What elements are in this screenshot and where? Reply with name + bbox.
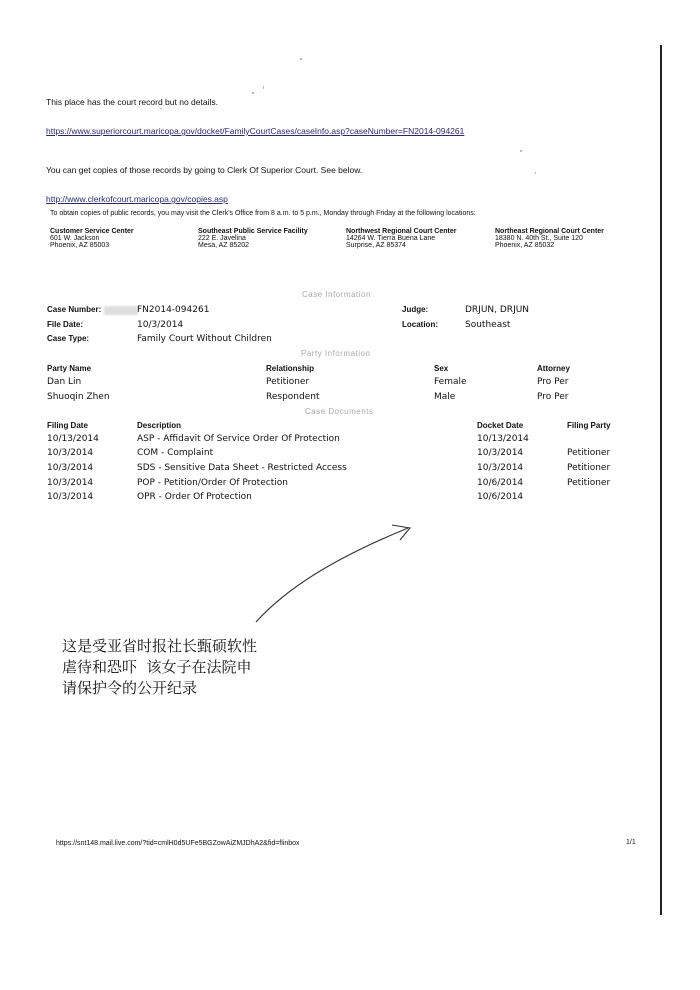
party-sex: Male (434, 392, 456, 402)
hours-text: To obtain copies of public records, you may visit the Clerk's Office from 8 a.m. to 5 p.m., Monday through Friday at the following locations: (50, 210, 476, 217)
doc-description: POP - Petition/Order Of Protection (137, 478, 288, 488)
case-info-heading: Case Information (302, 290, 371, 299)
location-name: Northeast Regional Court Center (495, 228, 604, 235)
party-attorney: Pro Per (537, 392, 569, 402)
page-number: 1/1 (626, 839, 636, 846)
location-label: Location: (402, 320, 438, 329)
record-link[interactable]: https://www.superiorcourt.maricopa.gov/docket/FamilyCourtCases/caseInfo.asp?caseNumber=FN2014-094261 (46, 126, 465, 136)
case-number-label: Case Number: (47, 305, 102, 314)
doc-description: COM - Complaint (137, 448, 214, 458)
judge-value: DRJUN, DRJUN (465, 305, 530, 315)
doc-docket-date: 10/6/2014 (477, 478, 524, 488)
doc-filing-party: Petitioner (567, 448, 611, 458)
judge-label: Judge: (402, 305, 429, 314)
attorney-header: Attorney (537, 364, 570, 373)
location-name: Northwest Regional Court Center (346, 228, 457, 235)
party-name-header: Party Name (47, 364, 92, 373)
location-city: Mesa, AZ 85202 (198, 242, 249, 249)
filing-party-header: Filing Party (567, 421, 611, 430)
description-header: Description (137, 421, 182, 430)
doc-docket-date: 10/3/2014 (477, 463, 524, 473)
doc-filing-date: 10/3/2014 (47, 463, 94, 473)
doc-filing-party: Petitioner (567, 463, 611, 473)
doc-description: SDS - Sensitive Data Sheet - Restricted Access (137, 463, 347, 473)
location-city: Surprise, AZ 85374 (346, 242, 406, 249)
location-address: 18380 N. 40th St., Suite 120 (495, 235, 583, 242)
doc-filing-date: 10/3/2014 (47, 478, 94, 488)
doc-docket-date: 10/13/2014 (477, 434, 529, 444)
filing-date-header: Filing Date (47, 421, 88, 430)
doc-filing-party: Petitioner (567, 478, 611, 488)
doc-filing-date: 10/3/2014 (47, 492, 94, 502)
location-city: Phoenix, AZ 85032 (495, 242, 555, 249)
docket-date-header: Docket Date (477, 421, 524, 430)
file-date-label: File Date: (47, 320, 84, 329)
relationship-header: Relationship (266, 364, 315, 373)
annotation-note: 这是受亚省时报社长甄硕软性 虐待和恐吓 该女子在法院申 请保护令的公开纪录 (62, 637, 258, 697)
location-name: Southeast Public Service Facility (198, 228, 308, 235)
party-relationship: Respondent (266, 392, 320, 402)
file-date-value: 10/3/2014 (137, 320, 184, 330)
case-type-label: Case Type: (47, 334, 90, 343)
party-attorney: Pro Per (537, 377, 569, 387)
party-name: Shuoqin Zhen (47, 392, 110, 402)
copies-text: You can get copies of those records by going to Clerk Of Superior Court. See below. (46, 165, 363, 175)
location-address: 222 E. Javelina (198, 235, 246, 242)
doc-docket-date: 10/3/2014 (477, 448, 524, 458)
location-address: 14264 W. Tierra Buena Lane (346, 235, 436, 242)
doc-docket-date: 10/6/2014 (477, 492, 524, 502)
case-documents-heading: Case Documents (305, 407, 374, 416)
footer-url: https://snt148.mail.live.com/?tid=cmlH0d5UFe5BGZowAiZMJDhA2&fid=flinbox (56, 840, 300, 847)
no-details-text: This place has the court record but no details. (46, 97, 218, 107)
doc-filing-date: 10/3/2014 (47, 448, 94, 458)
case-number-value: FN2014-094261 (137, 305, 210, 315)
location-value: Southeast (465, 320, 511, 330)
sex-header: Sex (434, 364, 449, 373)
case-type-value: Family Court Without Children (137, 334, 272, 344)
clerk-link[interactable]: http://www.clerkofcourt.maricopa.gov/copies.asp (46, 194, 228, 204)
location-name: Customer Service Center (50, 228, 134, 235)
doc-filing-date: 10/13/2014 (47, 434, 99, 444)
party-info-heading: Party Information (301, 349, 371, 358)
doc-description: OPR - Order Of Protection (137, 492, 252, 502)
party-relationship: Petitioner (266, 377, 310, 387)
location-city: Phoenix, AZ 85003 (50, 242, 110, 249)
party-name: Dan Lin (47, 377, 82, 387)
party-sex: Female (434, 377, 467, 387)
doc-description: ASP - Affidavit Of Service Order Of Protection (137, 434, 340, 444)
location-address: 601 W. Jackson (50, 235, 100, 242)
